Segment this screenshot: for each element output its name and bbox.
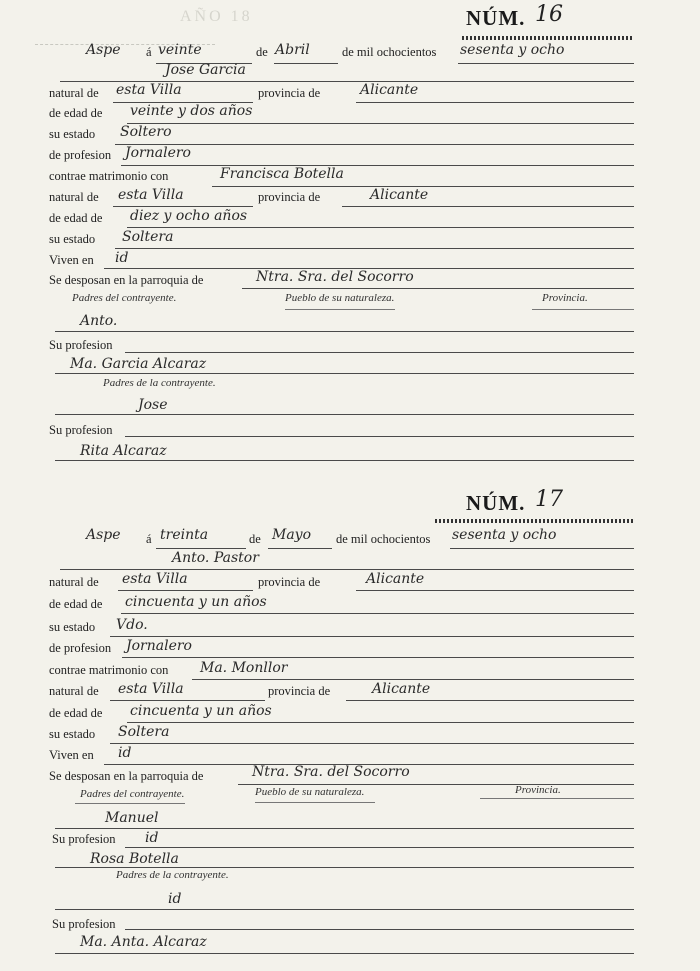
rule xyxy=(458,63,634,64)
entry-number-label: NÚM. xyxy=(466,6,526,30)
hw-edad: veinte y dos años xyxy=(130,103,253,119)
natural-label: natural de xyxy=(49,575,99,589)
natural-label: natural de xyxy=(49,86,99,100)
rule xyxy=(115,248,634,249)
faint-bleed-header: AÑO 18 xyxy=(180,8,253,25)
rule xyxy=(110,743,634,744)
estado2-label: su estado xyxy=(49,232,96,246)
rule xyxy=(274,63,338,64)
hw-natural: esta Villa xyxy=(116,82,182,98)
entry-number-value: 17 xyxy=(535,487,563,512)
hw-month: Mayo xyxy=(272,527,312,543)
viven-label: Viven en xyxy=(49,748,94,762)
hw-edad: cincuenta y un años xyxy=(125,594,267,610)
rule xyxy=(110,636,634,637)
rule xyxy=(242,288,634,289)
su-profesion-1: Su profesion xyxy=(52,832,116,846)
hw-mother-groom: Ma. Garcia Alcaraz xyxy=(70,356,207,372)
hw-estado: Vdo. xyxy=(116,617,148,633)
hw-day: veinte xyxy=(158,42,202,58)
rule xyxy=(127,722,634,723)
intro-de: de xyxy=(256,45,268,59)
hw-provincia2: Alicante xyxy=(370,187,429,203)
rule xyxy=(356,102,634,103)
hw-parroquia: Ntra. Sra. del Socorro xyxy=(256,269,414,285)
hw-provincia: Alicante xyxy=(360,82,419,98)
rule xyxy=(480,798,634,799)
profesion-label: de profesion xyxy=(49,641,112,655)
rule xyxy=(125,436,634,437)
intro-mil: de mil ochocientos xyxy=(342,45,437,59)
entry-number-value: 16 xyxy=(535,2,563,27)
rule xyxy=(125,929,634,930)
rule xyxy=(238,784,634,785)
rule xyxy=(125,847,634,848)
estado-label: su estado xyxy=(49,620,96,634)
rule xyxy=(55,909,634,910)
hw-profesion: Jornalero xyxy=(126,638,192,654)
rule xyxy=(60,569,634,570)
intro-a: á xyxy=(146,532,152,546)
provincia-label: provincia de xyxy=(258,575,321,589)
rule xyxy=(125,352,634,353)
hw-estado2: Soltera xyxy=(122,229,174,245)
natural2-label: natural de xyxy=(49,684,99,698)
hw-profesion: Jornalero xyxy=(125,145,191,161)
padres-contrayenta-label: Padres de la contrayente. xyxy=(116,869,229,881)
padres-contrayenta-label: Padres de la contrayente. xyxy=(103,377,216,389)
hw-day: treinta xyxy=(160,527,209,543)
rule xyxy=(122,657,634,658)
rule xyxy=(75,803,185,804)
hw-year: sesenta y ocho xyxy=(452,527,557,543)
rule xyxy=(342,206,634,207)
su-profesion-1: Su profesion xyxy=(49,338,113,352)
rule xyxy=(118,590,253,591)
rule xyxy=(110,700,265,701)
rule xyxy=(450,548,634,549)
rule xyxy=(113,206,253,207)
hw-provincia: Alicante xyxy=(366,571,425,587)
contrae-label: contrae matrimonio con xyxy=(49,663,169,677)
edad2-label: de edad de xyxy=(49,706,103,720)
rule xyxy=(55,373,634,374)
hw-bride: Ma. Monllor xyxy=(200,660,288,676)
hw-groom: Anto. Pastor xyxy=(172,550,259,566)
rule xyxy=(55,867,634,868)
rule xyxy=(356,590,634,591)
hw-edad2: cincuenta y un años xyxy=(130,703,272,719)
su-profesion-2: Su profesion xyxy=(49,423,113,437)
rule xyxy=(121,613,634,614)
rule xyxy=(268,548,332,549)
hw-estado2: Soltera xyxy=(118,724,170,740)
pueblo-label: Pueblo de su naturaleza. xyxy=(255,786,365,798)
hw-groom: Jose Garcia xyxy=(165,62,246,78)
padres-contrayente-label: Padres del contrayente. xyxy=(80,788,185,800)
provincia2-label: provincia de xyxy=(258,190,321,204)
hw-mother-groom: Rosa Botella xyxy=(90,851,179,867)
hw-bride: Francisca Botella xyxy=(220,166,344,182)
rule xyxy=(255,802,375,803)
hw-profesion-father: id xyxy=(145,830,159,846)
rule xyxy=(55,414,634,415)
viven-label: Viven en xyxy=(49,253,94,267)
rule xyxy=(55,828,634,829)
hw-place: Aspe xyxy=(86,42,121,58)
hw-natural: esta Villa xyxy=(122,571,188,587)
rule xyxy=(55,460,634,461)
hw-viven: id xyxy=(118,745,132,761)
hw-mother-bride: Ma. Anta. Alcaraz xyxy=(80,934,207,950)
estado2-label: su estado xyxy=(49,727,96,741)
edad2-label: de edad de xyxy=(49,211,103,225)
rule xyxy=(532,309,634,310)
profesion-label: de profesion xyxy=(49,148,112,162)
su-profesion-2: Su profesion xyxy=(52,917,116,931)
hw-year: sesenta y ocho xyxy=(460,42,565,58)
contrae-label: contrae matrimonio con xyxy=(49,169,169,183)
rule xyxy=(127,123,634,124)
desposan-label: Se desposan en la parroquia de xyxy=(49,769,204,783)
intro-mil: de mil ochocientos xyxy=(336,532,431,546)
natural2-label: natural de xyxy=(49,190,99,204)
provincia-column-label: Provincia. xyxy=(515,784,561,796)
hw-father-bride: Jose xyxy=(138,397,168,413)
hw-estado: Soltero xyxy=(120,124,172,140)
rule xyxy=(55,331,634,332)
number-underline xyxy=(462,36,634,40)
rule xyxy=(55,953,634,954)
hw-viven: id xyxy=(115,250,129,266)
entry-number-label: NÚM. xyxy=(466,491,526,515)
rule xyxy=(156,548,246,549)
hw-father-bride: id xyxy=(168,891,182,907)
hw-parroquia: Ntra. Sra. del Socorro xyxy=(252,764,410,780)
hw-month: Abril xyxy=(275,42,310,58)
hw-father-groom: Manuel xyxy=(105,810,159,826)
provincia-column-label: Provincia. xyxy=(542,292,588,304)
rule xyxy=(346,700,634,701)
provincia-label: provincia de xyxy=(258,86,321,100)
rule xyxy=(285,309,395,310)
hw-natural2: esta Villa xyxy=(118,681,184,697)
hw-mother-bride: Rita Alcaraz xyxy=(80,443,167,459)
padres-contrayente-label: Padres del contrayente. xyxy=(72,292,177,304)
desposan-label: Se desposan en la parroquia de xyxy=(49,273,204,287)
estado-label: su estado xyxy=(49,127,96,141)
hw-provincia2: Alicante xyxy=(372,681,431,697)
pueblo-label: Pueblo de su naturaleza. xyxy=(285,292,395,304)
provincia2-label: provincia de xyxy=(268,684,331,698)
rule xyxy=(121,165,634,166)
number-underline xyxy=(435,519,634,523)
intro-a: á xyxy=(146,45,152,59)
edad-label: de edad de xyxy=(49,106,103,120)
rule xyxy=(115,144,634,145)
hw-edad2: diez y ocho años xyxy=(130,208,248,224)
intro-de: de xyxy=(249,532,261,546)
rule xyxy=(127,227,634,228)
hw-place: Aspe xyxy=(86,527,121,543)
edad-label: de edad de xyxy=(49,597,103,611)
hw-father-groom: Anto. xyxy=(80,313,118,329)
hw-natural2: esta Villa xyxy=(118,187,184,203)
rule xyxy=(192,679,634,680)
